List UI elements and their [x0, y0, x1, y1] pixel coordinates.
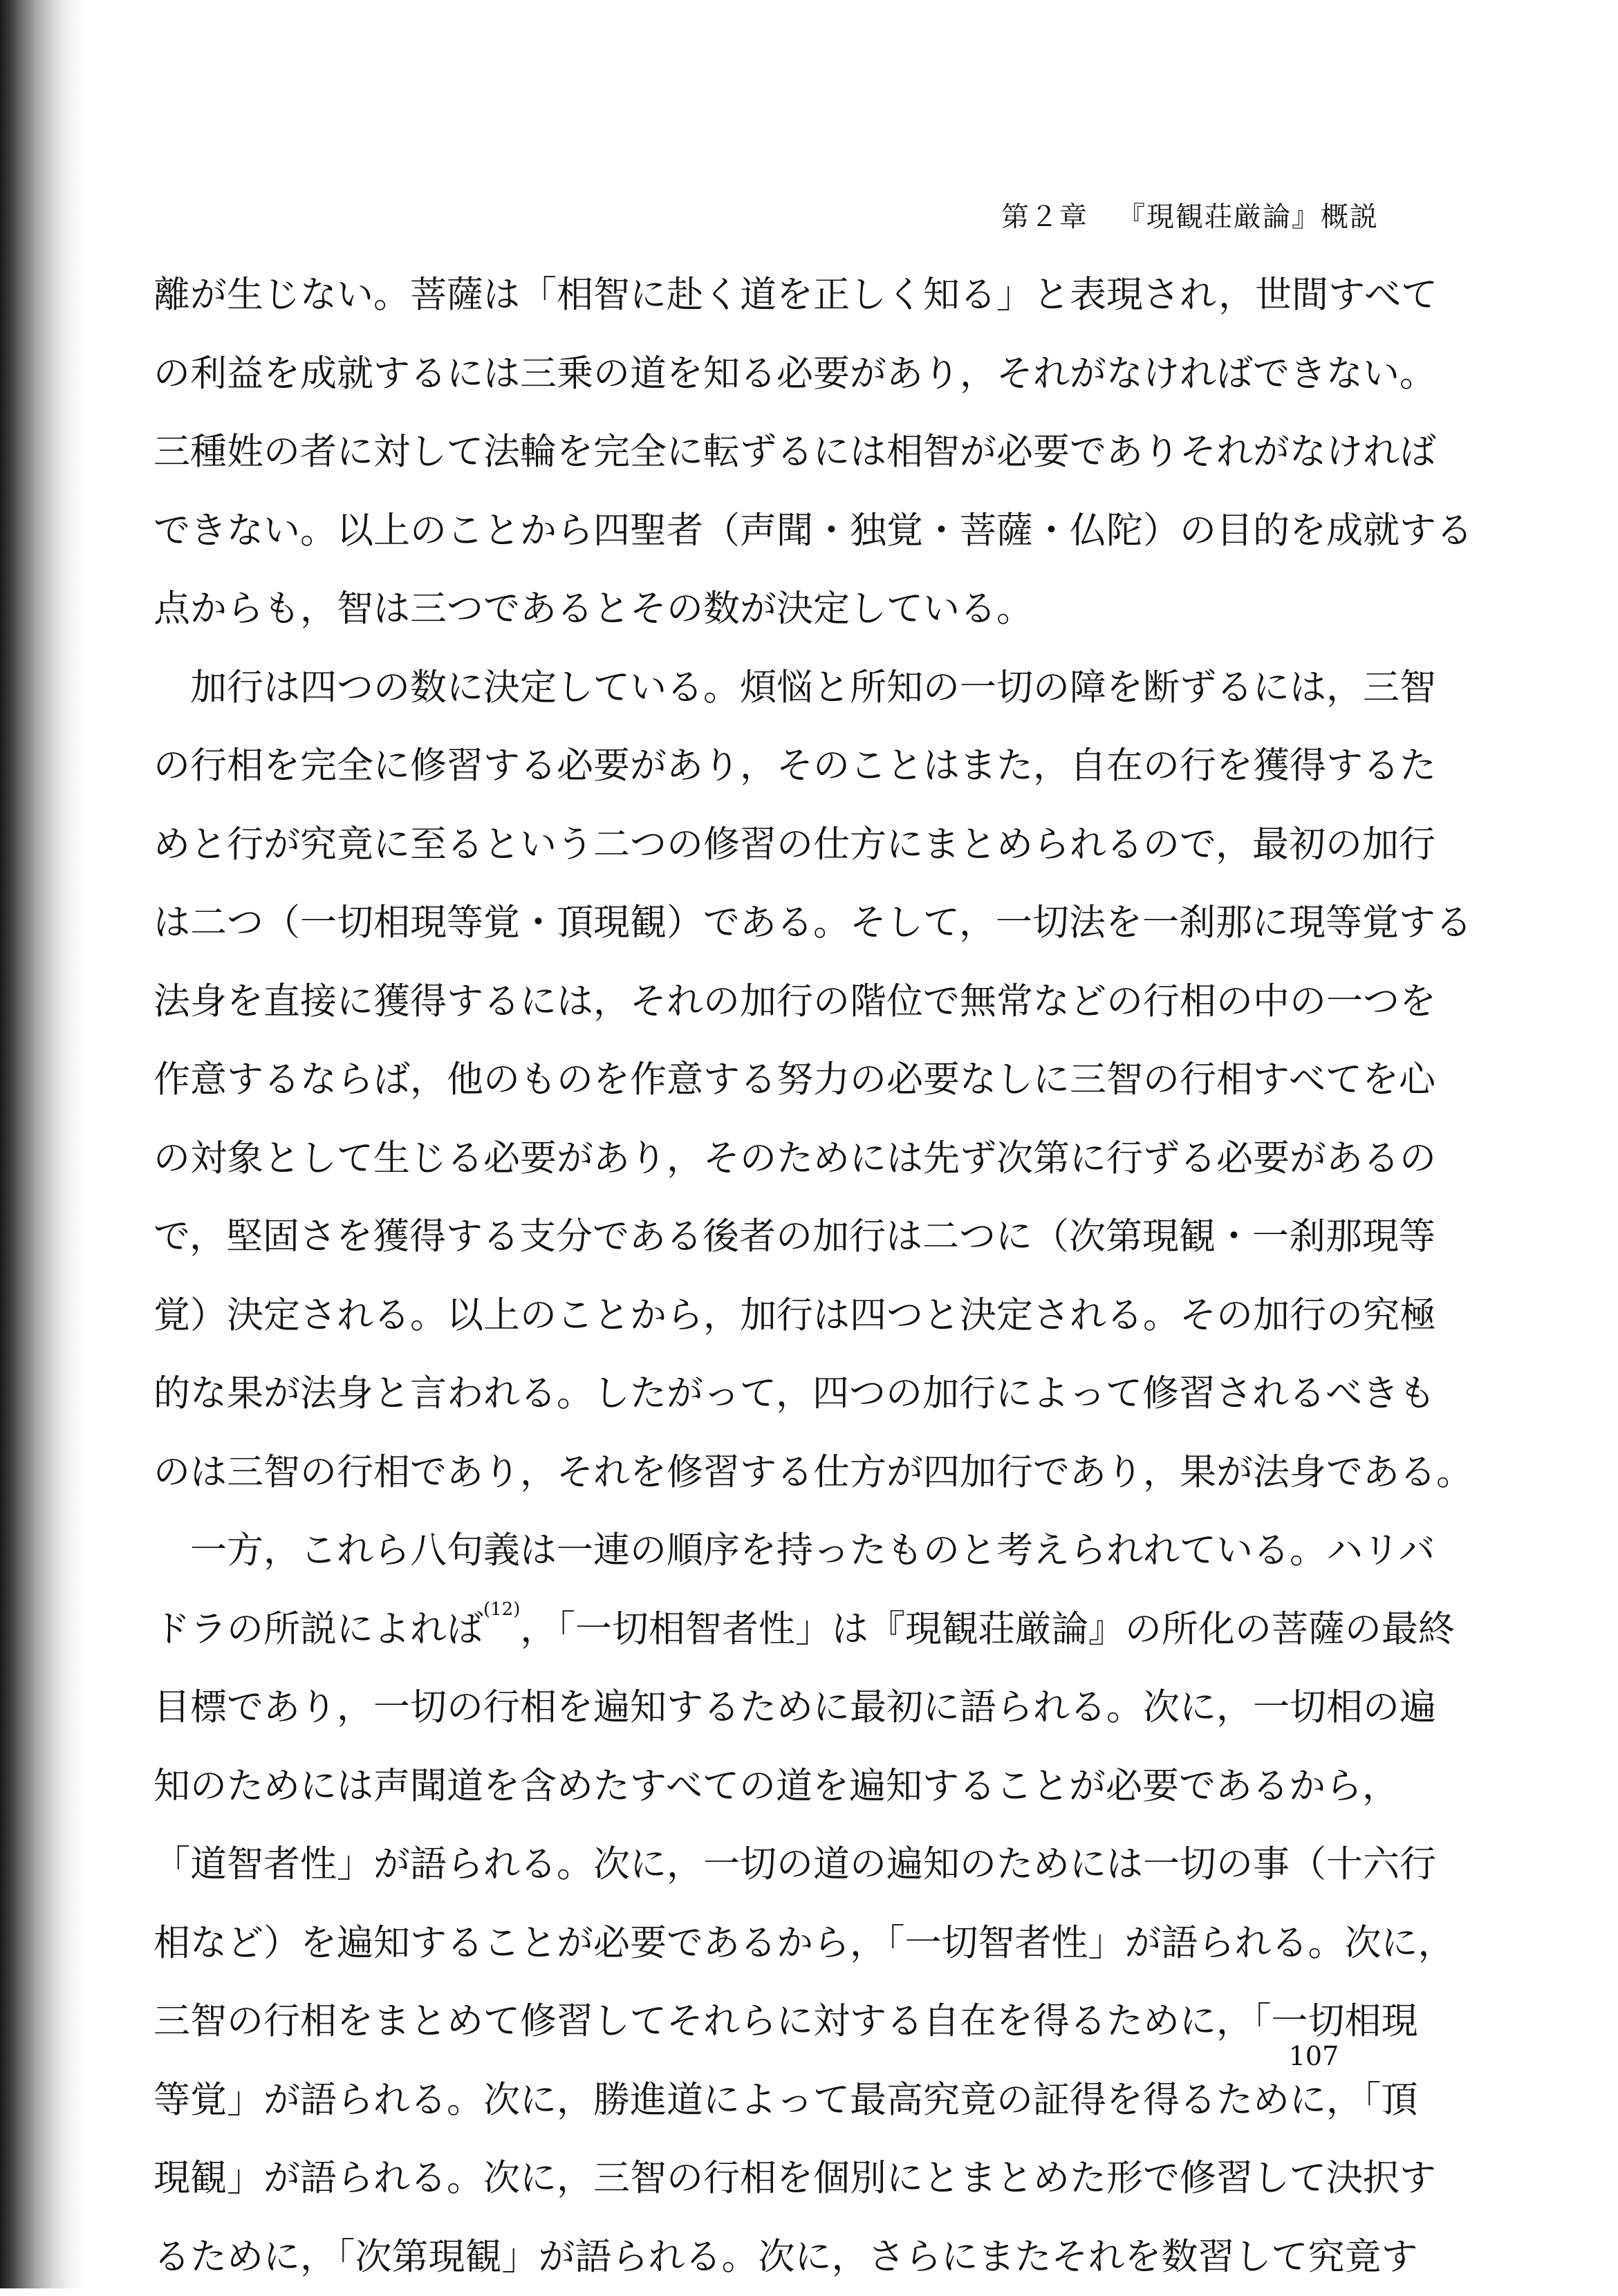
- book-title: 『現観荘厳論』概説: [1117, 201, 1379, 233]
- text-line: 覚）決定される。以上のことから，加行は四つと決定される。その加行の究極: [154, 1276, 1370, 1355]
- text-line: の利益を成就するには三乗の道を知る必要があり，それがなければできない。: [154, 335, 1370, 413]
- text-line: 知のためには声聞道を含めたすべての道を遍知することが必要であるから，: [154, 1747, 1370, 1826]
- text-line: 三種姓の者に対して法輪を完全に転ずるには相智が必要でありそれがなければ: [154, 413, 1370, 492]
- text-line: 三智の行相をまとめて修習してそれらに対する自在を得るために，「一切相現: [154, 1982, 1370, 2061]
- text-line: 離が生じない。菩薩は「相智に赴く道を正しく知る」と表現され，世間すべて: [154, 256, 1370, 335]
- text-line: 的な果が法身と言われる。したがって，四つの加行によって修習されるべきも: [154, 1354, 1370, 1433]
- text-line: 作意するならば，他のものを作意する努力の必要なしに三智の行相すべてを心: [154, 1040, 1370, 1119]
- paragraph-start-line: 一方，これら八句義は一連の順序を持ったものと考えられれている。ハリバ: [154, 1511, 1370, 1590]
- text-line: るために，「次第現観」が語られる。次に，さらにまたそれを数習して究竟す: [154, 2218, 1370, 2296]
- text-line: できない。以上のことから四聖者（声聞・独覚・菩薩・仏陀）の目的を成就する: [154, 492, 1370, 570]
- text-line: めと行が究竟に至るという二つの修習の仕方にまとめられるので，最初の加行: [154, 805, 1370, 884]
- text-line: のは三智の行相であり，それを修習する仕方が四加行であり，果が法身である。: [154, 1433, 1370, 1512]
- text-segment: ，「一切相智者性」は『現観荘厳論』の所化の菩薩の最終: [520, 1608, 1455, 1650]
- text-line: 等覚」が語られる。次に，勝進道によって最高究竟の証得を得るために，「頂: [154, 2061, 1370, 2140]
- body-text: [154, 256, 1370, 2296]
- text-line: 相など）を遍知することが必要であるから，「一切智者性」が語られる。次に，: [154, 1904, 1370, 1983]
- text-segment: ドラの所説によれば: [154, 1608, 483, 1650]
- text-line: 点からも，智は三つであるとその数が決定している。: [154, 570, 1370, 648]
- text-line: は二つ（一切相現等覚・頂現観）である。そして，一切法を一刹那に現等覚する: [154, 884, 1370, 962]
- chapter-label: 第２章: [1001, 201, 1088, 233]
- footnote-reference[interactable]: (12): [483, 1599, 520, 1620]
- text-line-with-note: [154, 1590, 1370, 1669]
- text-line: で，堅固さを獲得する支分である後者の加行は二つに（次第現観・一刹那現等: [154, 1197, 1370, 1276]
- text-line: の対象として生じる必要があり，そのためには先ず次第に行ずる必要があるの: [154, 1119, 1370, 1198]
- text-line: 法身を直接に獲得するには，それの加行の階位で無常などの行相の中の一つを: [154, 962, 1370, 1041]
- text-line: 目標であり，一切の行相を遍知するために最初に語られる。次に，一切相の遍: [154, 1668, 1370, 1747]
- running-head: [1001, 195, 1361, 234]
- text-line: 「道智者性」が語られる。次に，一切の道の遍知のためには一切の事（十六行: [154, 1825, 1370, 1904]
- text-line: の行相を完全に修習する必要があり，そのことはまた，自在の行を獲得するた: [154, 727, 1370, 805]
- scan-binding-shadow: [0, 0, 83, 2288]
- paragraph-start-line: 加行は四つの数に決定している。煩悩と所知の一切の障を断ずるには，三智: [154, 648, 1370, 727]
- page-number: 107: [1272, 2041, 1355, 2071]
- text-line: 現観」が語られる。次に，三智の行相を個別にとまとめた形で修習して決択す: [154, 2139, 1370, 2218]
